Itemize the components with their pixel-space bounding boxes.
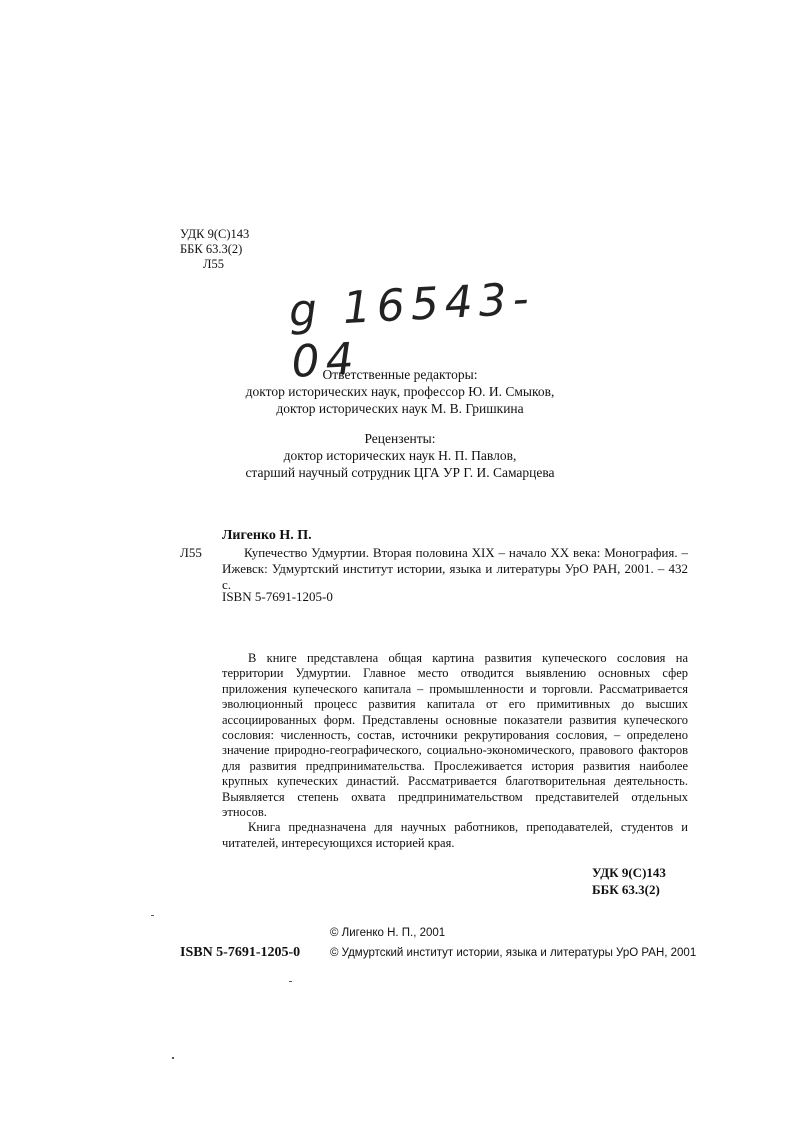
author-mark: Л55 [203,257,224,271]
catalog-description: Купечество Удмуртии. Вторая половина XIX – начало XX века: Монография. – Ижевск: Удмуртский институт истории, языка и литературы УрО РАН, 2001. – 432 с. [222,545,688,592]
catalog-isbn: ISBN 5-7691-1205-0 [222,589,333,604]
catalog-code: Л55 [180,545,202,560]
copyright-line-1: © Лигенко Н. П., 2001 [330,927,446,939]
reviewer-line-2: старший научный сотрудник ЦГА УР Г. И. Самарцева [245,465,555,480]
editor-line-1: доктор исторических наук, профессор Ю. И. Смыков, [245,384,555,399]
bottom-codes [592,864,666,898]
bbk-code: ББК 63.3(2) [180,242,243,256]
bottom-udk: УДК 9(С)143 [592,865,666,880]
abstract [222,651,688,851]
reviewer-line-1: доктор исторических наук Н. П. Павлов, [283,448,517,463]
copyright-line-2: © Удмуртский институт истории, языка и литературы УрО РАН, 2001 [330,947,697,959]
abstract-paragraph-1: В книге представлена общая картина развития купеческого сословия на территории Удмуртии. Главное место отводится выявлению основных сфер приложения купеческого капитала – промышленности и торговли. Рассматривается эволюционный процесс развития капитала от его примитивных до высших ассоциированных форм. Представлены основные показатели развития купеческого сословия: численность, состав, источники рекрутирования сословия, – определено значение природно-географического, социально-экономического, правового факторов для развития предпринимательства. Прослеживается история развития наиболее крупных купеческих династий. Рассматривается благотворительная деятельность. Выявляется степень охвата предпринимательством представителей отдельных этносов. [222,651,688,820]
handwritten-number: g 16543-04 [287,273,536,388]
editors-block [230,366,570,417]
reviewers-heading: Рецензенты: [364,431,436,446]
bottom-isbn: ISBN 5-7691-1205-0 [180,945,301,960]
udk-code: УДК 9(С)143 [180,227,250,241]
editor-line-2: доктор исторических наук М. В. Гришкина [276,401,524,416]
abstract-paragraph-2: Книга предназначена для научных работников, преподавателей, студентов и читателей, интересующихся историей края. [222,820,688,850]
editors-heading: Ответственные редакторы: [322,367,478,382]
scan-speck [172,1057,174,1059]
bottom-bbk: ББК 63.3(2) [592,882,660,897]
reviewers-block [200,430,600,481]
catalog-author: Лигенко Н. П. [222,528,312,543]
top-codes [180,227,249,272]
scan-speck [289,981,292,982]
scan-speck [151,915,154,916]
